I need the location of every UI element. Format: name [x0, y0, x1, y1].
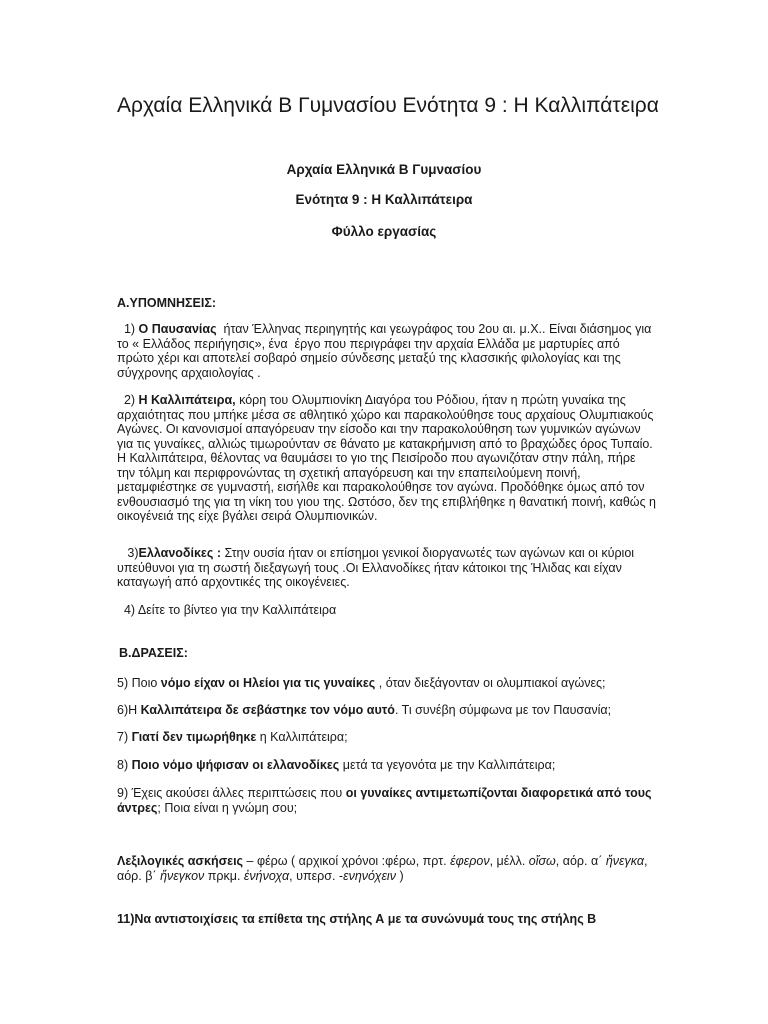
- vocab-form: οἴσω: [528, 854, 556, 868]
- section-a-heading: Α.ΥΠΟΜΝΗΣΕΙΣ:: [117, 296, 217, 310]
- item-number: 4): [117, 603, 138, 617]
- vocab-form: ἐνήνοχα: [243, 868, 290, 883]
- question-prefix: 5) Ποιο: [117, 676, 161, 690]
- item-text: ήταν Έλληνας περιηγητής και γεωγράφος του 2ου αι. μ.Χ.. Είναι διάσημος για το « Ελλάδος περιήγησις», ένα έργο που περιγράφει την αρχαία Ελλάδα με μαρτυρίες από πρώτο χέρι και αποτελεί σοβαρό σημείο σύνδεσης μεταξύ της κλασσικής φιλολογίας και της σύγχρονης αρχαιολογίας .: [117, 322, 655, 380]
- reminder-item-1: [117, 322, 657, 380]
- vocab-form: έφερον: [450, 854, 490, 868]
- question-suffix: . Τι συνέβη σύμφωνα με τον Παυσανία;: [394, 703, 612, 717]
- question-6: [117, 703, 657, 718]
- subtitle-unit: Ενότητα 9 : Η Καλλιπάτειρα: [295, 192, 473, 207]
- question-emphasis: νόμο είχαν οι Ηλείοι για τις γυναίκες: [160, 676, 376, 690]
- question-suffix: , όταν διεξάγονταν οι ολυμπιακοί αγώνες;: [375, 676, 606, 690]
- vocab-form: ἤνεγκα: [605, 854, 644, 868]
- vocab-text: ): [395, 868, 404, 883]
- question-emphasis: οι γυναίκες αντιμετωπίζονται διαφορετικά από τους άντρες: [117, 786, 652, 815]
- item-text: κόρη του Ολυμπιονίκη Διαγόρα του Ρόδιου, ήταν η πρώτη γυναίκα της αρχαιότητας που μπήκε μέσα σε αθλητικό χώρο και παρακολούθησε τους αρχαίους Ολυμπιακούς Αγώνες. Οι κανονισμοί απαγόρευαν την είσοδο και την παρακολούθηση των γυμνικών αγώνων για τις γυναίκες, αλλιώς τιμωρούνταν σε θάνατο με κατακρήμνιση από το βραχώδες όρος Τυπαίο. Η Καλλιπάτειρα, θέλοντας να θαυμάσει το γιο της Πεισίροδο που αγωνιζόταν στην πάλη, πήρε την τόλμη και περιφρονώντας τη σχετική απαγόρευση και την επαπειλούμενη ποινή, μεταμφιέστηκε σε γυμναστή, εισήλθε και παρακολούθησε τον αγώνα. Προδόθηκε όμως από τον ενθουσιασμό της για τη νίκη του γιου της. Ωστόσο, δεν της επιβλήθηκε η θανατική ποινή, καθώς η οικογένειά της είχε βγάλει σειρά Ολυμπιονικών.: [117, 393, 660, 523]
- vocab-text: , αόρ. β΄: [117, 854, 648, 883]
- question-emphasis: Ποιο νόμο ψήφισαν οι ελλανοδίκες: [131, 758, 340, 772]
- item-number: 3): [117, 546, 139, 560]
- item-text: Στην ουσία ήταν οι επίσημοι γενικοί διοργανωτές των αγώνων και οι κύριοι υπεύθυνοι για τη σωστή διεξαγωγή τους .Οι Ελλανοδίκες ήταν κάτοικοι της Ήλιδας και είχαν καταγωγή από αρχοντικές της οικογένειες.: [117, 546, 638, 589]
- question-9: [117, 786, 657, 815]
- item-term: Ο Παυσανίας: [138, 322, 217, 336]
- vocab-text: , υπερσ. -: [289, 868, 344, 883]
- item-text: Δείτε το βίντεο για την Καλλιπάτειρα: [137, 603, 337, 617]
- reminder-item-2: [117, 393, 660, 524]
- question-suffix: μετά τα γεγονότα με την Καλλιπάτειρα;: [339, 758, 556, 772]
- vocab-text: πρκμ.: [204, 868, 244, 883]
- question-emphasis: Γιατί δεν τιμωρήθηκε: [131, 730, 257, 744]
- item-term: Ελλανοδίκες :: [138, 546, 221, 560]
- question-suffix: ; Ποια είναι η γνώμη σου;: [157, 800, 298, 815]
- item-number: 1): [117, 322, 139, 336]
- item-term: Η Καλλιπάτειρα,: [138, 393, 236, 407]
- question-prefix: 9) Έχεις ακούσει άλλες περιπτώσεις που: [117, 786, 346, 800]
- item-number: 2): [117, 393, 139, 407]
- section-b-heading: Β.ΔΡΑΣΕΙΣ:: [119, 646, 188, 660]
- question-prefix: 8): [117, 758, 132, 772]
- question-8: [117, 758, 657, 773]
- question-prefix: 6)Η: [117, 703, 141, 717]
- vocabulary-exercise: [117, 854, 657, 883]
- exercise-11: 11)Να αντιστοιχίσεις τα επίθετα της στήλης Α με τα συνώνυμά τους της στήλης Β: [117, 912, 597, 926]
- question-suffix: η Καλλιπάτειρα;: [256, 730, 348, 744]
- subtitle-course: Αρχαία Ελληνικά Β Γυμνασίου: [286, 162, 482, 177]
- subtitle-worksheet: Φύλλο εργασίας: [331, 224, 437, 239]
- vocab-text: – φέρω ( αρχικοί χρόνοι :φέρω, πρτ.: [243, 854, 451, 868]
- reminder-item-4: [117, 603, 657, 618]
- question-7: [117, 730, 657, 745]
- vocab-form: ἤνεγκον: [160, 868, 205, 883]
- vocab-text: , μέλλ.: [489, 854, 529, 868]
- question-5: [117, 676, 657, 691]
- question-prefix: 7): [117, 730, 132, 744]
- reminder-item-3: [117, 546, 657, 590]
- vocab-form: ενηνόχειν: [343, 868, 396, 883]
- vocab-text: , αόρ. α΄: [555, 854, 606, 868]
- vocabulary-heading: Λεξιλογικές ασκήσεις: [117, 854, 244, 868]
- question-emphasis: Καλλιπάτειρα δε σεβάστηκε τον νόμο αυτό: [140, 703, 395, 717]
- document-title: Αρχαία Ελληνικά Β Γυμνασίου Ενότητα 9 : Η Καλλιπάτειρα: [117, 94, 659, 117]
